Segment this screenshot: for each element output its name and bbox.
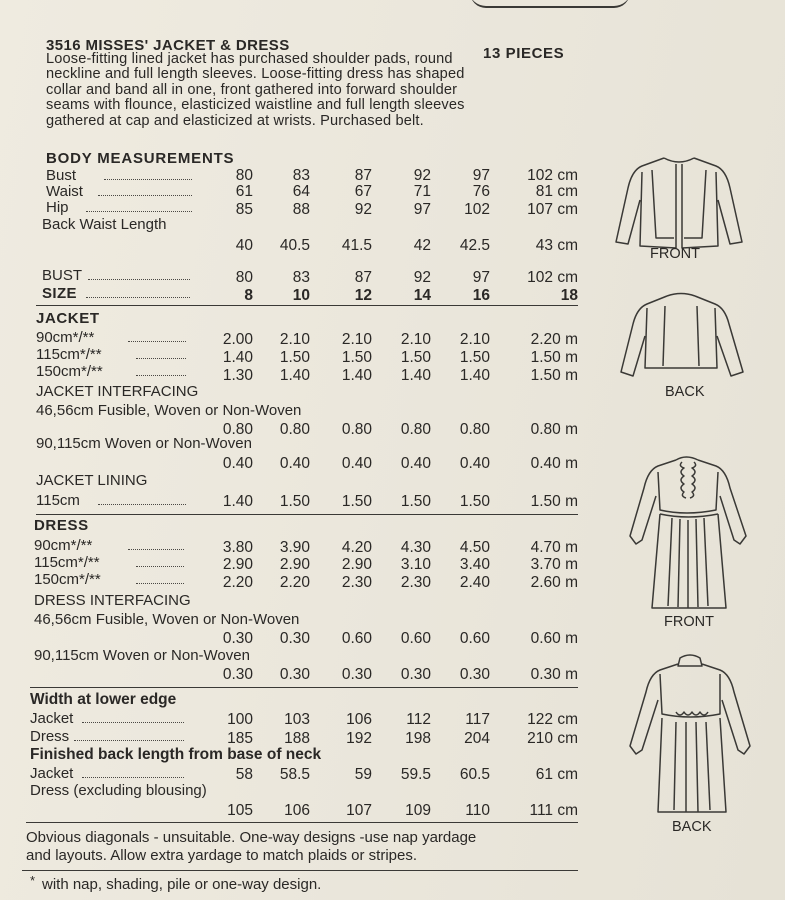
measurement-value: 97 <box>413 201 431 218</box>
measurement-value: 0.30 <box>222 666 253 683</box>
measurement-value: 2.30 <box>341 574 372 591</box>
measurement-value: 0.60 <box>400 630 431 647</box>
measurement-value: 185 <box>227 730 253 747</box>
measurement-value: 1.40 <box>459 367 490 384</box>
measurement-value: 107 <box>346 802 372 819</box>
dotted-leader <box>128 341 186 342</box>
measurement-value: 210 cm <box>527 730 578 747</box>
row-label-size: SIZE <box>42 285 77 302</box>
row-label-jacket-115: 115cm*/** <box>36 346 102 363</box>
row-label-hip: Hip <box>46 199 69 216</box>
measurement-value: 106 <box>284 802 310 819</box>
measurement-value: 67 <box>354 183 372 200</box>
measurement-value: 1.50 <box>459 493 490 510</box>
row-label-width-jacket: Jacket <box>30 710 74 727</box>
row-label-bust-size-key: BUST <box>42 267 83 284</box>
row-label-jacket-150: 150cm*/** <box>36 363 103 380</box>
dotted-leader <box>74 740 184 741</box>
row-label-back-length-jacket: Jacket <box>30 765 74 782</box>
measurement-value: 105 <box>227 802 253 819</box>
measurement-value: 111 cm <box>529 802 578 819</box>
measurement-value: 109 <box>405 802 431 819</box>
measurement-value: 12 <box>354 287 372 304</box>
jacket-front-illustration <box>612 150 747 270</box>
dotted-leader <box>82 777 184 778</box>
dress-back-label: BACK <box>672 819 712 835</box>
divider <box>36 305 578 306</box>
measurement-value: 58.5 <box>279 766 310 783</box>
dress-heading: DRESS <box>34 517 89 534</box>
measurement-value: 1.50 <box>400 349 431 366</box>
measurement-value: 1.50 <box>459 349 490 366</box>
row-label-dress-90: 90cm*/** <box>34 537 93 554</box>
row-label-jacket-90: 90cm*/** <box>36 329 95 346</box>
measurement-value: 41.5 <box>341 237 372 254</box>
measurement-value: 10 <box>292 287 310 304</box>
measurement-value: 2.10 <box>400 331 431 348</box>
measurement-value: 61 cm <box>535 766 578 783</box>
row-label-back-length-dress: Dress (excluding blousing) <box>30 782 207 799</box>
jacket-back-label: BACK <box>665 384 705 400</box>
divider <box>30 687 578 688</box>
dotted-leader <box>82 722 184 723</box>
jacket-interfacing-woven-label: 90,115cm Woven or Non-Woven <box>36 435 252 452</box>
measurement-value: 88 <box>292 201 310 218</box>
dress-interfacing-fusible-label: 46,56cm Fusible, Woven or Non-Woven <box>34 611 300 628</box>
jacket-front-label: FRONT <box>650 246 700 262</box>
divider <box>36 514 578 515</box>
measurement-value: 61 <box>235 183 253 200</box>
measurement-value: 100 <box>227 711 253 728</box>
dotted-leader <box>136 358 186 359</box>
dotted-leader <box>88 279 190 280</box>
measurement-value: 14 <box>413 287 431 304</box>
measurement-value: 122 cm <box>527 711 578 728</box>
row-label-back-waist: Back Waist Length <box>42 216 167 233</box>
measurement-value: 2.00 <box>222 331 253 348</box>
measurement-value: 1.30 <box>222 367 253 384</box>
measurement-value: 3.80 <box>222 539 253 556</box>
measurement-value: 103 <box>284 711 310 728</box>
measurement-value: 80 <box>235 167 253 184</box>
measurement-value: 97 <box>472 269 490 286</box>
measurement-value: 0.40 <box>459 455 490 472</box>
measurement-value: 1.50 <box>279 493 310 510</box>
measurement-value: 112 <box>406 711 431 728</box>
measurement-value: 2.30 <box>400 574 431 591</box>
measurement-value: 0.40 <box>222 455 253 472</box>
measurement-value: 60.5 <box>459 766 490 783</box>
dress-back-illustration <box>624 652 759 837</box>
notes-line-2: and layouts. Allow extra yardage to match plaids or stripes. <box>26 847 418 864</box>
measurement-value: 2.10 <box>279 331 310 348</box>
measurement-value: 4.70 m <box>530 539 578 556</box>
measurement-value: 58 <box>235 766 253 783</box>
measurement-value: 1.40 <box>400 367 431 384</box>
measurement-value: 0.30 <box>222 630 253 647</box>
measurement-value: 1.40 <box>341 367 372 384</box>
measurement-value: 1.50 <box>400 493 431 510</box>
jacket-heading: JACKET <box>36 310 100 327</box>
measurement-value: 2.90 <box>222 556 253 573</box>
pattern-title: 3516 MISSES' JACKET & DRESS <box>46 37 290 54</box>
measurement-value: 87 <box>354 167 372 184</box>
width-heading: Width at lower edge <box>30 691 177 708</box>
measurement-value: 0.30 m <box>530 666 578 683</box>
measurement-value: 0.80 <box>341 421 372 438</box>
dress-back-drawing <box>624 652 759 817</box>
jacket-interfacing-fusible-label: 46,56cm Fusible, Woven or Non-Woven <box>36 402 302 419</box>
measurement-value: 40 <box>235 237 253 254</box>
measurement-value: 1.50 m <box>530 349 578 366</box>
measurement-value: 83 <box>292 269 310 286</box>
measurement-value: 204 <box>464 730 490 747</box>
dotted-leader <box>98 195 192 196</box>
measurement-value: 0.30 <box>400 666 431 683</box>
row-label-bust: Bust <box>46 167 77 184</box>
measurement-value: 1.50 <box>341 493 372 510</box>
measurement-value: 0.80 m <box>530 421 578 438</box>
description-line: gathered at cap and elasticized at wrists. Purchased belt. <box>46 112 424 129</box>
dress-front-label: FRONT <box>664 614 714 630</box>
measurement-value: 102 cm <box>527 269 578 286</box>
row-label-waist: Waist <box>46 183 83 200</box>
dotted-leader <box>128 549 184 550</box>
measurement-value: 59.5 <box>400 766 431 783</box>
footnote-marker: * <box>30 873 36 888</box>
jacket-lining-heading: JACKET LINING <box>36 472 148 489</box>
measurement-value: 1.40 <box>222 493 253 510</box>
measurement-value: 43 cm <box>535 237 578 254</box>
measurement-value: 18 <box>560 287 578 304</box>
measurement-value: 4.30 <box>400 539 431 556</box>
measurement-value: 0.30 <box>279 630 310 647</box>
measurement-value: 107 cm <box>527 201 578 218</box>
measurement-value: 2.60 m <box>530 574 578 591</box>
row-label-jacket-lining: 115cm <box>36 492 80 509</box>
measurement-value: 2.90 <box>279 556 310 573</box>
measurement-value: 0.80 <box>400 421 431 438</box>
measurement-value: 2.20 <box>222 574 253 591</box>
dotted-leader <box>104 179 192 180</box>
measurement-value: 97 <box>472 167 490 184</box>
measurement-value: 198 <box>405 730 431 747</box>
measurement-value: 0.30 <box>279 666 310 683</box>
measurement-value: 92 <box>354 201 372 218</box>
measurement-value: 2.10 <box>459 331 490 348</box>
measurement-value: 2.10 <box>341 331 372 348</box>
measurement-value: 81 cm <box>535 183 578 200</box>
measurement-value: 4.50 <box>459 539 490 556</box>
measurement-value: 87 <box>354 269 372 286</box>
measurement-value: 1.40 <box>222 349 253 366</box>
measurement-value: 8 <box>244 287 253 304</box>
row-label-width-dress: Dress <box>30 728 70 745</box>
measurement-value: 0.60 <box>459 630 490 647</box>
footnote-text: with nap, shading, pile or one-way design. <box>42 876 322 893</box>
measurement-value: 106 <box>346 711 372 728</box>
back-length-heading: Finished back length from base of neck <box>30 746 322 763</box>
measurement-value: 0.30 <box>341 666 372 683</box>
measurement-value: 1.50 <box>341 349 372 366</box>
measurement-value: 83 <box>292 167 310 184</box>
measurement-value: 4.20 <box>341 539 372 556</box>
jacket-interfacing-heading: JACKET INTERFACING <box>36 383 199 400</box>
dress-front-illustration <box>622 452 757 632</box>
measurement-value: 0.60 <box>341 630 372 647</box>
measurement-value: 188 <box>284 730 310 747</box>
dotted-leader <box>86 297 190 298</box>
measurement-value: 92 <box>413 269 431 286</box>
measurement-value: 42 <box>413 237 431 254</box>
jacket-back-illustration <box>615 288 750 408</box>
dotted-leader <box>136 566 184 567</box>
measurement-value: 1.50 m <box>530 493 578 510</box>
measurement-value: 71 <box>413 183 431 200</box>
description-line: collar and band all in one, front gathered into forward shoulder <box>46 81 458 98</box>
measurement-value: 0.40 <box>341 455 372 472</box>
description-line: Loose-fitting lined jacket has purchased shoulder pads, round <box>46 51 453 67</box>
measurement-value: 117 <box>465 711 490 728</box>
dress-interfacing-woven-label: 90,115cm Woven or Non-Woven <box>34 647 250 664</box>
dotted-leader <box>136 375 186 376</box>
measurement-value: 59 <box>354 766 372 783</box>
measurement-value: 0.80 <box>279 421 310 438</box>
measurement-value: 0.80 <box>222 421 253 438</box>
dotted-leader <box>98 504 186 505</box>
measurement-value: 0.40 <box>279 455 310 472</box>
measurement-value: 1.50 <box>279 349 310 366</box>
measurement-value: 2.40 <box>459 574 490 591</box>
measurement-value: 64 <box>292 183 310 200</box>
measurement-value: 1.40 <box>279 367 310 384</box>
divider <box>22 870 578 871</box>
measurement-value: 80 <box>235 269 253 286</box>
dotted-leader <box>136 583 184 584</box>
measurement-value: 16 <box>472 287 490 304</box>
pattern-description <box>46 52 586 129</box>
measurement-value: 76 <box>472 183 490 200</box>
measurement-value: 110 <box>465 802 490 819</box>
measurement-value: 102 <box>464 201 490 218</box>
measurement-value: 0.30 <box>459 666 490 683</box>
measurement-value: 3.90 <box>279 539 310 556</box>
measurement-value: 0.40 <box>400 455 431 472</box>
measurement-value: 40.5 <box>279 237 310 254</box>
measurement-value: 2.20 m <box>530 331 578 348</box>
measurement-value: 3.70 m <box>530 556 578 573</box>
measurement-value: 0.80 <box>459 421 490 438</box>
description-line: neckline and full length sleeves. Loose-fitting dress has shaped <box>46 66 465 83</box>
measurement-value: 92 <box>413 167 431 184</box>
pieces-count: 13 PIECES <box>483 45 565 62</box>
row-label-dress-150: 150cm*/** <box>34 571 101 588</box>
measurement-value: 1.50 m <box>530 367 578 384</box>
row-label-dress-115: 115cm*/** <box>34 554 100 571</box>
dress-front-drawing <box>622 452 757 612</box>
measurement-value: 42.5 <box>459 237 490 254</box>
measurement-value: 192 <box>346 730 372 747</box>
measurement-value: 2.90 <box>341 556 372 573</box>
body-measurements-heading: BODY MEASUREMENTS <box>46 150 235 167</box>
measurement-value: 0.60 m <box>530 630 578 647</box>
dotted-leader <box>86 211 192 212</box>
measurement-value: 85 <box>235 201 253 218</box>
measurement-value: 0.40 m <box>530 455 578 472</box>
description-line: seams with flounce, elasticized waistline and full length sleeves <box>46 97 465 114</box>
dress-interfacing-heading: DRESS INTERFACING <box>34 592 191 609</box>
measurement-value: 2.20 <box>279 574 310 591</box>
measurement-value: 102 cm <box>527 167 578 184</box>
divider <box>26 822 578 823</box>
notes-line-1: Obvious diagonals - unsuitable. One-way designs -use nap yardage <box>26 829 477 846</box>
measurement-value: 3.10 <box>400 556 431 573</box>
measurement-value: 3.40 <box>459 556 490 573</box>
